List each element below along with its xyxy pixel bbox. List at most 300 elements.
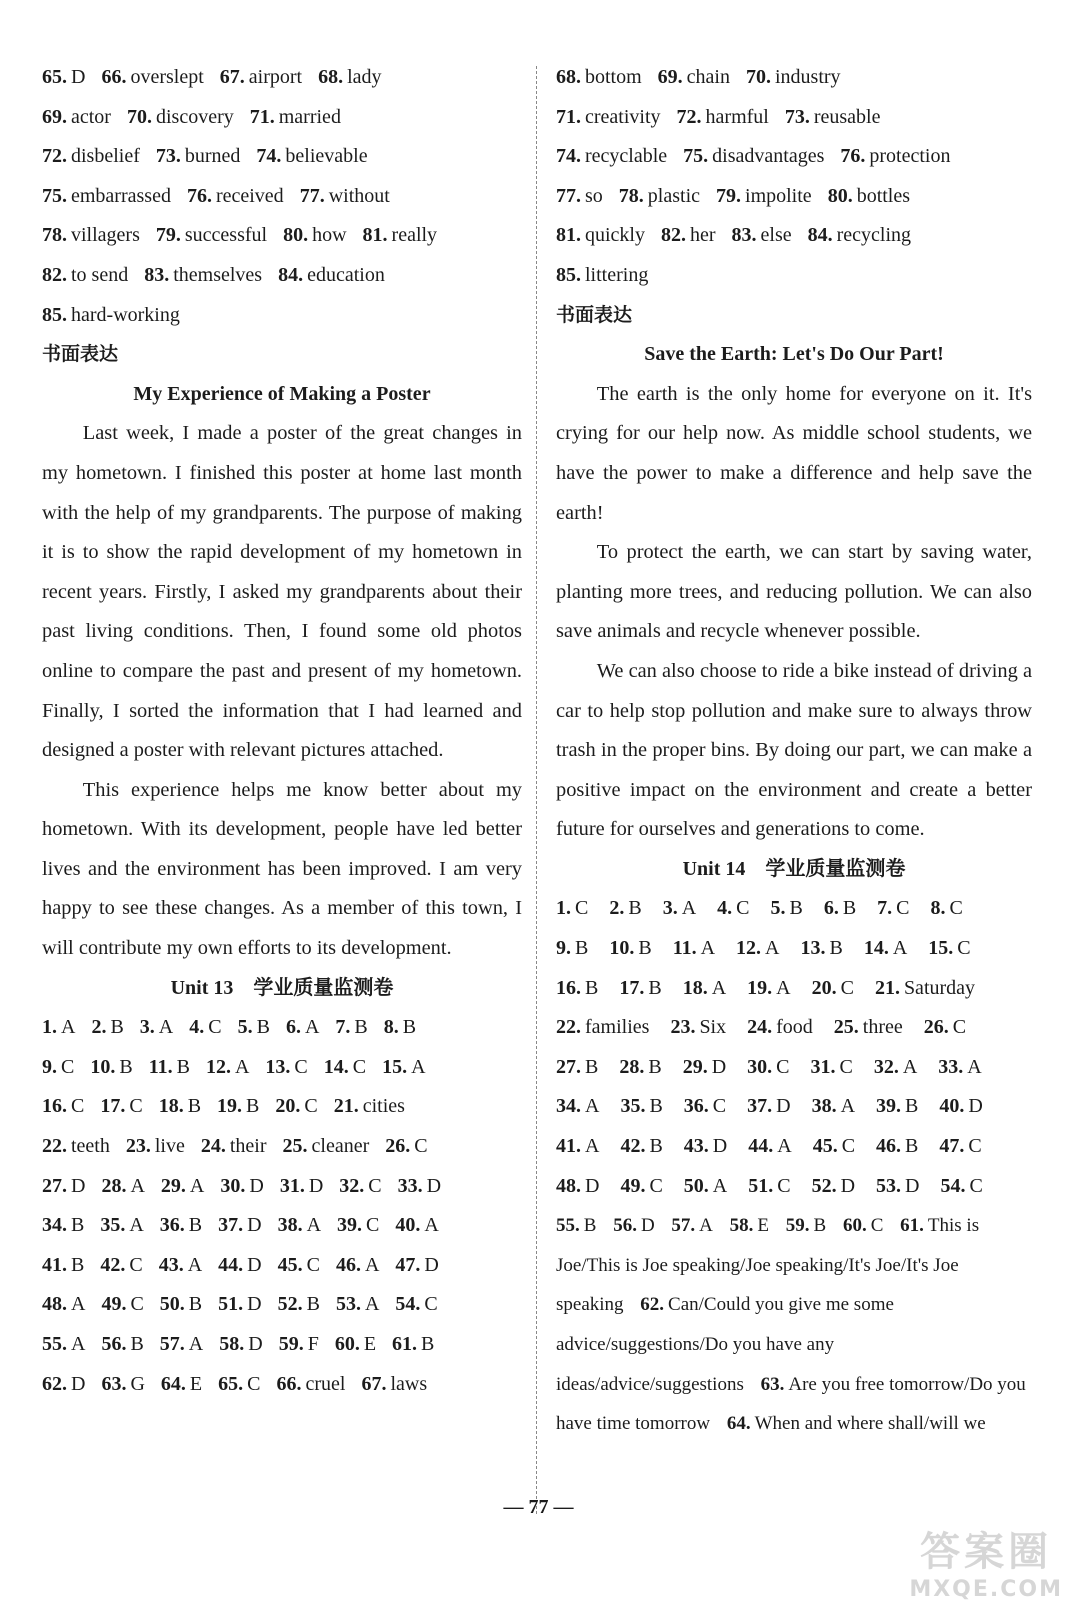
answer-text: B [789,897,803,920]
answer-text: their [229,1135,267,1158]
question-number: 72. [676,105,702,128]
question-number: 24. [200,1135,226,1158]
answer-text: C [414,1135,428,1158]
question-number: 82. [661,224,686,247]
answer-item [101,58,203,98]
answer-line [556,256,1032,296]
answer-item [395,1246,438,1286]
question-number: 22. [556,1016,581,1039]
answer-text: B [905,1095,919,1118]
question-number: 47. [395,1253,421,1276]
question-number: 61. [900,1215,924,1237]
answer-text: A [71,1293,86,1316]
question-number: 23. [670,1016,696,1039]
answer-text: villagers [71,224,140,247]
question-number: 52. [277,1293,303,1316]
answer-line [556,1206,1032,1444]
answer-text: A [765,937,780,960]
answer-item [556,1215,596,1236]
answer-text: successful [184,224,268,247]
answer-item [42,256,128,296]
answer-text: When and where shall/will we [754,1413,986,1435]
answer-item [747,1008,813,1048]
answer-text: B [813,1215,827,1237]
answer-item [42,1285,85,1325]
answer-text: A [699,1215,713,1237]
question-number: 54. [940,1174,966,1197]
answer-text: impolite [745,184,812,207]
answer-item [556,58,642,98]
answer-item [392,1325,434,1365]
answer-item [283,216,346,256]
answer-item [663,889,696,929]
answer-text: embarrassed [71,184,171,207]
answer-item [161,1167,204,1207]
answer-item [395,1285,437,1325]
answer-item [808,216,911,256]
answer-item [812,969,854,1009]
question-number: 6. [823,897,839,920]
answer-item [219,1325,262,1365]
question-number: 83. [144,263,170,286]
question-number: 30. [220,1174,246,1197]
answer-item [876,1127,918,1167]
answer-text: A [700,937,716,960]
question-number: 6. [285,1016,301,1039]
answer-item [684,1167,727,1207]
answer-text: C [969,1174,983,1197]
question-number: 13. [800,937,826,960]
answer-item [671,1215,712,1236]
answer-text: to send [71,263,129,286]
question-number: 7. [335,1016,351,1039]
answer-item [42,1008,75,1048]
question-number: 64. [160,1372,186,1395]
answer-item [556,969,598,1009]
answer-item [931,889,963,929]
answer-item [556,889,588,929]
answer-item [276,1365,345,1405]
answer-item [201,1127,267,1167]
question-number: 15. [928,937,954,960]
question-number: 15. [382,1055,408,1078]
unit-title: Unit 13 学业质量监测卷 [170,976,394,999]
answer-line [556,177,1032,217]
answer-item [42,1127,110,1167]
answer-text: else [760,224,792,247]
answer-item [785,98,881,138]
answer-item [339,1167,381,1207]
answer-text: C [368,1174,382,1197]
question-number: 63. [101,1372,127,1395]
question-number: 20. [811,976,837,999]
answer-item [556,256,648,296]
answer-item [100,1087,142,1127]
answer-line [42,1167,522,1207]
answer-item [556,98,661,138]
answer-item [843,1215,883,1236]
answer-text: E [189,1372,203,1395]
question-number: 67. [219,66,245,88]
answer-text: airport [248,66,303,88]
answer-item [395,1206,438,1246]
answer-item [238,1008,270,1048]
answer-item [941,1167,983,1207]
answer-item [300,177,390,217]
answer-text: D [247,1293,262,1316]
question-number: 65. [218,1372,244,1395]
question-number: 81. [362,224,388,247]
question-number: 42. [100,1253,126,1276]
answer-text: C [366,1214,380,1237]
answer-text: A [130,1174,145,1197]
answer-item [620,1167,662,1207]
answer-item [556,1167,599,1207]
answer-item [159,1087,201,1127]
answer-line [556,929,1032,969]
answer-item [556,1127,599,1167]
answer-text: B [421,1333,435,1355]
answer-item [556,1048,598,1088]
answer-item [928,929,970,969]
question-number: 46. [876,1135,902,1158]
question-number: 48. [556,1174,581,1197]
answer-text: B [71,1214,85,1237]
answer-text: C [130,1293,144,1316]
answer-text: plastic [647,184,701,207]
answer-text: bottom [585,66,642,88]
answer-text: B [187,1095,202,1118]
answer-line [556,1127,1032,1167]
answer-item [101,1325,143,1365]
answer-item [670,1008,726,1048]
answer-item [938,1048,981,1088]
question-number: 30. [747,1055,773,1078]
answer-item [828,177,910,217]
answer-text: lady [347,66,382,88]
answer-text: C [424,1293,438,1316]
answer-item [217,1087,259,1127]
section-heading-writing: 书面表达 [556,303,633,326]
question-number: 70. [745,66,771,88]
question-number: 54. [395,1293,421,1316]
answer-item [363,216,438,256]
question-number: 17. [619,976,645,999]
question-number: 35. [100,1214,126,1237]
answer-text: A [187,1253,203,1276]
question-number: 27. [556,1055,581,1078]
question-number: 9. [42,1055,57,1078]
answer-item [673,929,715,969]
question-number: 32. [873,1055,899,1078]
answer-text: Saturday [903,976,976,999]
answer-text: C [61,1055,75,1078]
answer-line [42,1365,522,1405]
answer-line [556,137,1032,177]
question-number: 68. [556,66,581,88]
question-number: 38. [277,1214,303,1237]
answer-item [620,1127,662,1167]
answer-text: C [968,1135,982,1158]
answer-item [335,1008,367,1048]
question-number: 75. [42,184,67,207]
answer-text: D [640,1215,655,1237]
answer-text: C [736,897,750,920]
answer-item [278,1206,321,1246]
answer-text: D [247,1253,262,1276]
answer-text: Six [699,1016,727,1039]
question-number: 51. [218,1293,244,1316]
answer-line [42,58,522,98]
answer-item [42,1087,84,1127]
answer-item [156,216,267,256]
answer-text: C [294,1055,308,1078]
answer-text: themselves [173,263,263,286]
question-number: 53. [335,1293,361,1316]
answer-text: married [278,105,341,128]
question-number: 80. [827,184,853,207]
answer-item [732,216,792,256]
answer-item [101,1285,143,1325]
answer-text: so [585,184,603,207]
question-number: 56. [101,1333,127,1355]
question-number: 37. [218,1214,244,1237]
question-number: 55. [42,1333,67,1355]
answer-item [218,1365,260,1405]
answer-item [384,1008,416,1048]
question-number: 65. [42,66,67,88]
answer-text: C [352,1055,367,1078]
question-number: 19. [217,1095,243,1118]
question-number: 18. [682,976,708,999]
answer-text: E [757,1215,770,1237]
question-number: 8. [383,1016,399,1039]
question-number: 84. [278,263,304,286]
question-number: 62. [640,1294,665,1316]
answer-line [556,1167,1032,1207]
answer-text: without [328,184,390,207]
essay-title: My Experience of Making a Poster [133,382,431,405]
answer-text: A [712,1174,728,1197]
question-number: 75. [683,145,709,168]
answer-item [658,58,730,98]
question-number: 59. [785,1215,810,1237]
question-number: 21. [874,976,900,999]
answer-item [748,1127,791,1167]
answer-item [160,1206,202,1246]
question-number: 71. [249,105,275,128]
answer-item [283,1127,370,1167]
question-number: 8. [930,897,946,920]
question-number: 16. [556,976,581,999]
answer-item [661,216,716,256]
question-number: 10. [90,1055,116,1078]
answer-text: A [364,1293,380,1316]
answer-item [337,1206,379,1246]
question-number: 41. [556,1135,581,1158]
answer-text: B [648,976,662,999]
answer-text: B [188,1214,203,1237]
question-number: 3. [662,897,678,920]
question-number: 69. [42,105,67,128]
question-number: 47. [939,1135,965,1158]
question-number: 44. [748,1135,774,1158]
answer-text: industry [774,66,841,88]
answer-item [160,1285,202,1325]
answer-item [42,1206,84,1246]
answer-text: reusable [813,105,881,128]
answer-line [42,1206,522,1246]
answer-item [42,1246,84,1286]
answer-text: B [176,1055,190,1078]
answer-item [864,929,907,969]
answer-text: E [363,1333,377,1355]
answer-item [250,98,341,138]
question-number: 70. [126,105,152,128]
question-number: 73. [784,105,810,128]
answer-text: cleaner [311,1135,370,1158]
question-number: 33. [397,1174,423,1197]
answer-item [144,256,262,296]
answer-item [556,1087,599,1127]
answer-text: burned [184,145,241,168]
answer-item [747,1087,790,1127]
answer-item [42,1167,85,1207]
question-number: 73. [155,145,181,168]
answer-item [335,1325,376,1365]
question-number: 14. [323,1055,349,1078]
answer-text: D [71,1174,86,1197]
answer-item [42,296,180,336]
answer-text: B [575,937,589,960]
answer-item [218,1246,261,1286]
question-number: 83. [731,224,757,247]
answer-text: B [583,1215,597,1237]
answer-item [746,58,841,98]
answer-text: D [968,1095,983,1118]
answer-item [716,177,812,217]
answer-text: C [776,1055,790,1078]
answer-text: cruel [305,1372,346,1395]
answer-text: recyclable [585,145,668,168]
answer-item [939,1087,982,1127]
answer-item [398,1167,441,1207]
answer-item [101,1365,144,1405]
answer-item [924,1008,966,1048]
answer-text: B [628,897,642,920]
answer-text: C [957,937,971,960]
question-number: 45. [812,1135,838,1158]
answer-item [286,1008,319,1048]
question-number: 59. [278,1333,304,1355]
answer-text: A [61,1016,76,1039]
question-number: 9. [556,937,571,960]
answer-item [100,1246,142,1286]
answer-text: A [158,1016,174,1039]
answer-line [42,256,522,296]
answer-text: A [411,1055,426,1078]
answer-text: recycling [836,224,912,247]
question-number: 19. [747,976,773,999]
answer-item [556,137,667,177]
answer-text: A [304,1016,320,1039]
answer-item [161,1365,202,1405]
answer-block-unit13 [42,1008,522,1404]
answer-item [256,137,367,177]
answer-text: chain [686,66,730,88]
answer-item [280,1167,323,1207]
answer-item [747,969,790,1009]
answer-text: A [424,1214,439,1237]
question-number: 41. [42,1253,67,1276]
answer-text: A [364,1253,380,1276]
essay-paragraph: Last week, I made a poster of the great changes in my hometown. I finished this poster at home last month with the help of my grandparents. The purpose of making it is to show the rapid development of my hometown in recent years. Firstly, I asked my grandparents about their past living conditions. Then, I found some old photos online to compare the past and present of my hometown. Finally, I sorted the information that I had learned and designed a poster with relevant pictures attached. [42,422,522,762]
question-number: 51. [748,1174,774,1197]
question-number: 81. [556,224,581,247]
answer-text: B [638,937,652,960]
answer-text: quickly [585,224,645,247]
question-number: 78. [618,184,644,207]
answer-item [42,1325,85,1365]
answer-item [265,1048,307,1088]
answer-item [336,1246,379,1286]
answer-item [42,177,171,217]
answer-item [127,98,234,138]
right-column [556,58,1032,1444]
answer-line [42,98,522,138]
answer-text: A [306,1214,322,1237]
question-number: 29. [160,1174,186,1197]
question-number: 21. [333,1095,359,1118]
question-number: 52. [811,1174,837,1197]
answer-line [42,216,522,256]
answer-text: B [905,1135,919,1158]
answer-text: A [711,976,727,999]
answer-item [218,1206,261,1246]
answer-text: C [949,897,963,920]
question-number: 49. [620,1174,646,1197]
answer-item [684,1087,726,1127]
answer-item [677,98,769,138]
answer-text: F [307,1333,319,1355]
page-number: — 77 — [503,1496,574,1518]
answer-text: B [842,897,857,920]
answer-item [220,58,302,98]
question-number: 4. [717,897,733,920]
question-number: 62. [42,1372,67,1395]
answer-text: C [712,1095,727,1118]
answer-item [324,1048,366,1088]
answer-text: really [391,224,438,247]
answer-item [91,1008,123,1048]
question-number: 39. [876,1095,902,1118]
essay-paragraph: The earth is the only home for everyone on it. It's crying for our help now. As middle school students, we have the power to make a difference and help save the earth! [556,382,1032,524]
question-number: 48. [42,1293,67,1316]
question-number: 60. [334,1333,360,1355]
question-number: 37. [747,1095,773,1118]
answer-line [556,969,1032,1009]
answer-text: A [902,1055,918,1078]
answer-text: B [256,1016,270,1039]
answer-text: A [189,1174,205,1197]
answer-item [620,1087,662,1127]
answer-item [334,1087,405,1127]
essay-paragraph: This experience helps me know better about my hometown. With its development, people have led better lives and the environment has been improved. I am very happy to see these changes. As a member of this town, I will contribute my own efforts to its development. [42,778,522,960]
answer-item [42,58,85,98]
question-number: 80. [283,224,309,247]
answer-text: D [426,1174,442,1197]
answer-text: B [130,1333,144,1355]
